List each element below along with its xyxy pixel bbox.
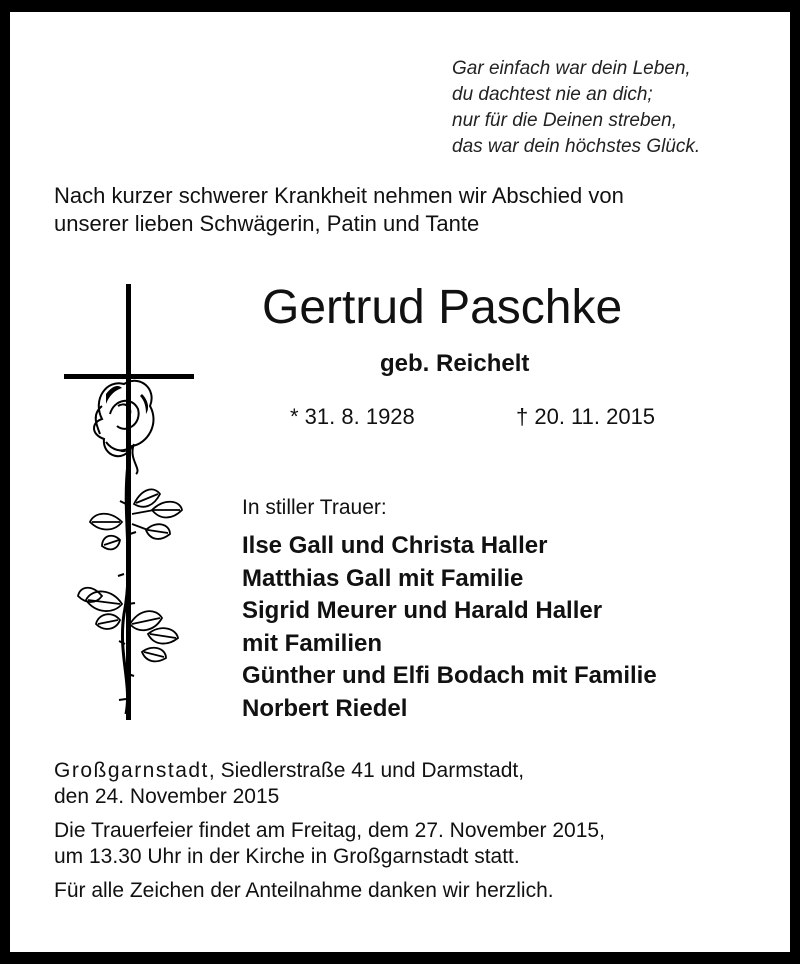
mourner-line: Matthias Gall mit Familie — [242, 564, 524, 592]
ceremony-line: um 13.30 Uhr in der Kirche in Großgarnstadt statt. — [54, 845, 520, 868]
intro-text — [54, 182, 774, 238]
maiden-name: geb. Reichelt — [380, 350, 530, 377]
poem-line: du dachtest nie an dich; — [452, 84, 653, 105]
mourner-line: mit Familien — [242, 629, 383, 657]
thanks-line: Für alle Zeichen der Anteilnahme danken wir herzlich. — [54, 879, 554, 902]
notice-date: den 24. November 2015 — [54, 785, 280, 808]
poem — [452, 56, 700, 160]
obituary-notice — [10, 12, 790, 952]
spacer — [54, 870, 774, 878]
death-date: † 20. 11. 2015 — [516, 404, 656, 429]
mourner-line: Norbert Riedel — [242, 694, 408, 722]
poem-line: Gar einfach war dein Leben, — [452, 58, 691, 79]
closing-text — [54, 758, 774, 904]
poem-line: nur für die Deinen streben, — [452, 110, 677, 131]
intro-line: unserer lieben Schwägerin, Patin und Tante — [54, 211, 480, 236]
cross-with-rose-icon — [62, 274, 202, 730]
ceremony-line: Die Trauerfeier findet am Freitag, dem 27. November 2015, — [54, 819, 605, 842]
deceased-name: Gertrud Paschke — [262, 281, 623, 334]
mourner-line: Günther und Elfi Bodach mit Familie — [242, 662, 657, 689]
place-name: Großgarnstadt — [54, 759, 209, 782]
mourning-label: In stiller Trauer: — [242, 496, 387, 519]
mourners-list — [242, 530, 657, 725]
mourner-line: Ilse Gall und Christa Haller — [242, 532, 548, 559]
intro-line: Nach kurzer schwerer Krankheit nehmen wir Abschied von — [54, 183, 624, 208]
spacer — [54, 810, 774, 818]
address-rest: , Siedlerstraße 41 und Darmstadt, — [208, 759, 525, 782]
mourner-line: Sigrid Meurer und Harald Haller — [242, 597, 603, 624]
address-line — [54, 758, 774, 784]
birth-date: * 31. 8. 1928 — [290, 404, 415, 429]
poem-line: das war dein höchstes Glück. — [452, 136, 701, 157]
